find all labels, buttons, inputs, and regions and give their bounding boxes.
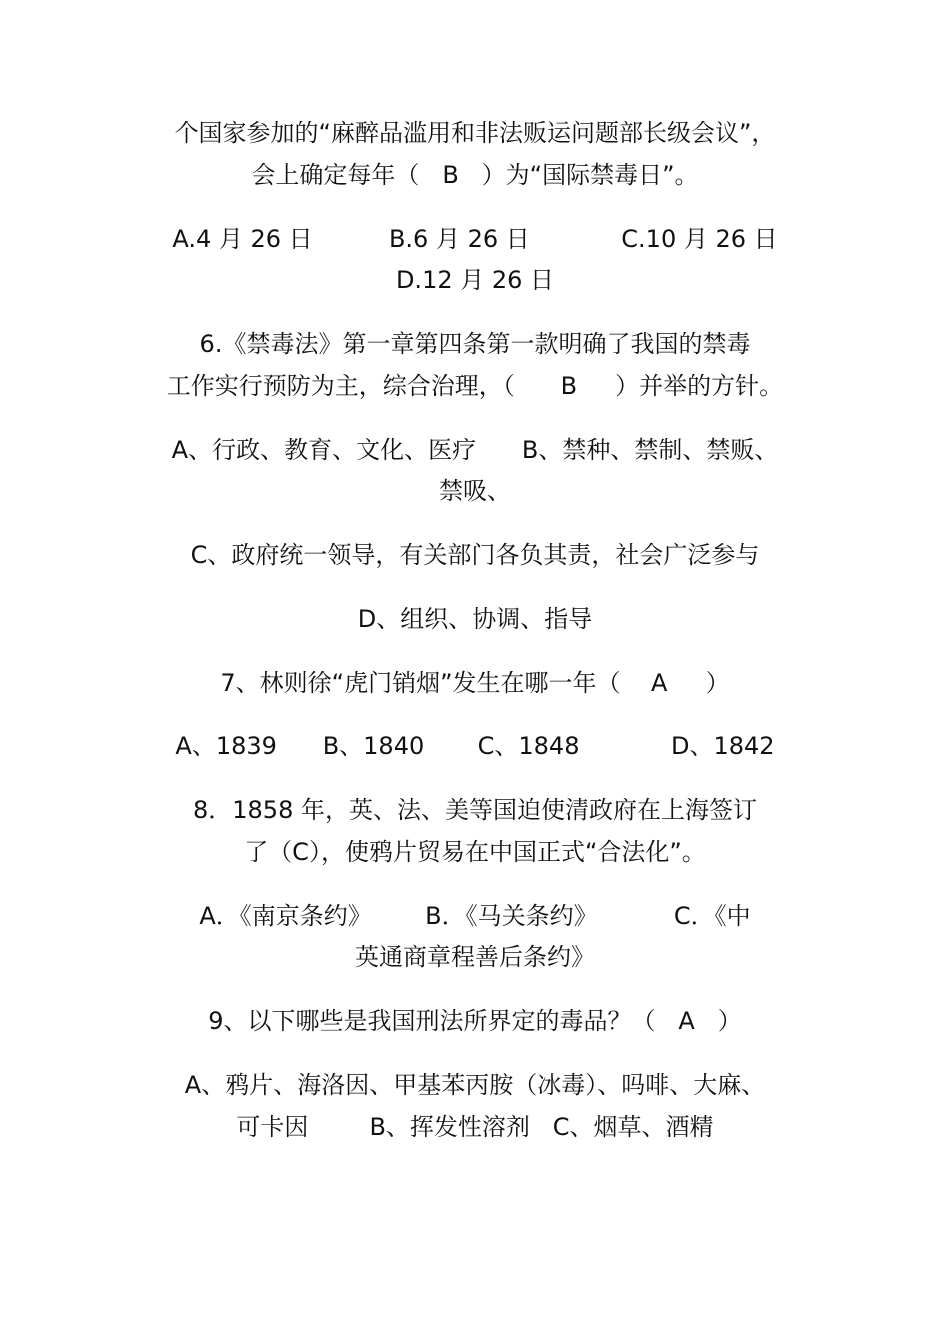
question-6-stem-line-1: 6.《禁毒法》第一章第四条第一款明确了我国的禁毒 [199, 330, 751, 358]
question-8-options-line-1: A．《南京条约》 B．《马关条约》 C．《中 [199, 902, 751, 930]
question-6-stem-line-2: 工作实行预防为主，综合治理，（ B ）并举的方针。 [166, 372, 784, 400]
question-9-options-line-2: 可卡因 B、挥发性溶剂 C、烟草、酒精 [236, 1113, 714, 1141]
question-7-options: A、1839 B、1840 C、1848 D、1842 [175, 732, 775, 760]
question-9-options-line-1: A、鸦片、海洛因、甲基苯丙胺（冰毒）、吗啡、大麻、 [184, 1071, 766, 1099]
question-9-stem: 9、以下哪些是我国刑法所界定的毒品？（ A ） [208, 1007, 742, 1035]
question-8-options-line-2: 英通商章程善后条约》 [355, 943, 595, 971]
question-5-stem-line-1: 个国家参加的“麻醉品滥用和非法贩运问题部长级会议”， [174, 119, 776, 147]
question-8-stem-line-1: 8．1858 年，英、法、美等国迫使清政府在上海签订 [193, 796, 757, 824]
question-8-stem-line-2: 了（C），使鸦片贸易在中国正式“合法化”。 [244, 838, 706, 866]
question-6-options-line-1: A、行政、教育、文化、医疗 B、禁种、禁制、禁贩、 [171, 436, 779, 464]
question-5-stem-line-2: 会上确定每年（ B ）为“国际禁毒日”。 [251, 161, 699, 189]
question-5-options-line-1: A.4 月 26 日 B.6 月 26 日 C.10 月 26 日 [172, 225, 778, 253]
question-7-stem: 7、林则徐“虎门销烟”发生在哪一年（ A ） [220, 669, 730, 697]
question-5-options-line-2: D.12 月 26 日 [395, 266, 555, 294]
question-6-option-c: C、政府统一领导，有关部门各负其责，社会广泛参与 [190, 541, 760, 569]
question-6-options-line-2: 禁吸、 [439, 477, 511, 505]
question-6-option-d: D、组织、协调、指导 [357, 605, 593, 633]
